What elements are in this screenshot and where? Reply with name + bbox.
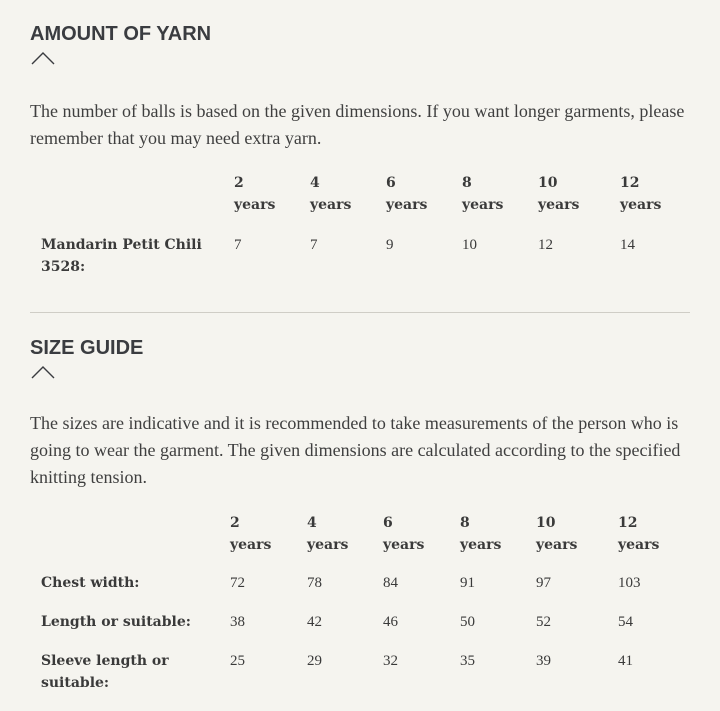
section-divider [30, 312, 690, 313]
size-column-header [383, 512, 460, 556]
table-cell: 72 [230, 575, 245, 591]
table-cell: 29 [307, 653, 322, 669]
row-label: Chest width: [41, 575, 140, 591]
size-number: 6 [386, 175, 396, 191]
size-unit: years [460, 537, 502, 553]
size-number: 4 [307, 515, 317, 531]
row-label: Mandarin Petit Chili 3528: [41, 237, 202, 275]
table-cell: 78 [307, 575, 322, 591]
size-unit: years [230, 537, 272, 553]
table-cell: 84 [383, 575, 398, 591]
yarn-header-spacer [41, 172, 234, 216]
table-cell: 91 [460, 575, 475, 591]
chevron-up-icon[interactable] [30, 50, 56, 66]
size-column-header [538, 172, 620, 216]
size-guide-intro: The sizes are indicative and it is recommended to take measurements of the person who is going to wear the garment. The given dimensions are calculated according to the specified knitting tension. [30, 413, 681, 487]
table-row [41, 216, 690, 278]
size-unit: years [383, 537, 425, 553]
size-unit: years [536, 537, 578, 553]
size-number: 6 [383, 515, 393, 531]
size-number: 2 [230, 515, 240, 531]
size-guide-section [30, 336, 690, 380]
size-column-header [386, 172, 462, 216]
table-cell: 50 [460, 614, 475, 630]
table-cell: 9 [386, 237, 394, 253]
table-cell: 14 [620, 237, 635, 253]
size-unit: years [310, 197, 352, 213]
size-number: 2 [234, 175, 244, 191]
table-row [41, 594, 688, 633]
size-header-spacer [41, 512, 230, 556]
table-cell: 52 [536, 614, 551, 630]
size-unit: years [538, 197, 580, 213]
size-guide-heading: SIZE GUIDE [30, 337, 144, 359]
size-column-header [620, 172, 690, 216]
yarn-heading: AMOUNT OF YARN [30, 23, 212, 45]
size-unit: years [618, 537, 660, 553]
yarn-header-row [41, 172, 690, 216]
table-cell: 41 [618, 653, 633, 669]
yarn-intro: The number of balls is based on the given dimensions. If you want longer garments, please remember that you may need extra yarn. [30, 101, 685, 148]
table-cell: 7 [310, 237, 318, 253]
table-cell: 97 [536, 575, 551, 591]
size-column-header [310, 172, 386, 216]
table-cell: 10 [462, 237, 477, 253]
yarn-section [30, 22, 690, 66]
size-number: 12 [620, 175, 640, 191]
size-unit: years [234, 197, 276, 213]
size-header-row [41, 512, 688, 556]
table-cell: 54 [618, 614, 633, 630]
table-cell: 35 [460, 653, 475, 669]
size-unit: years [462, 197, 504, 213]
row-label: Length or suitable: [41, 614, 191, 630]
row-label: Sleeve length or suitable: [41, 653, 169, 691]
table-row [41, 556, 688, 594]
size-column-header [234, 172, 310, 216]
table-cell: 12 [538, 237, 553, 253]
size-column-header [230, 512, 307, 556]
table-cell: 103 [618, 575, 641, 591]
size-unit: years [386, 197, 428, 213]
table-cell: 32 [383, 653, 398, 669]
size-number: 10 [538, 175, 558, 191]
table-cell: 46 [383, 614, 398, 630]
table-cell: 39 [536, 653, 551, 669]
size-number: 8 [462, 175, 472, 191]
size-column-header [307, 512, 383, 556]
yarn-table [41, 172, 690, 278]
size-number: 8 [460, 515, 470, 531]
size-number: 12 [618, 515, 638, 531]
size-unit: years [620, 197, 662, 213]
size-column-header [618, 512, 688, 556]
table-cell: 7 [234, 237, 242, 253]
table-cell: 25 [230, 653, 245, 669]
size-number: 4 [310, 175, 320, 191]
table-cell: 38 [230, 614, 245, 630]
size-unit: years [307, 537, 349, 553]
table-cell: 42 [307, 614, 322, 630]
table-row [41, 633, 688, 694]
size-column-header [462, 172, 538, 216]
size-number: 10 [536, 515, 556, 531]
size-column-header [536, 512, 618, 556]
size-guide-table [41, 512, 688, 694]
chevron-up-icon[interactable] [30, 364, 56, 380]
size-column-header [460, 512, 536, 556]
